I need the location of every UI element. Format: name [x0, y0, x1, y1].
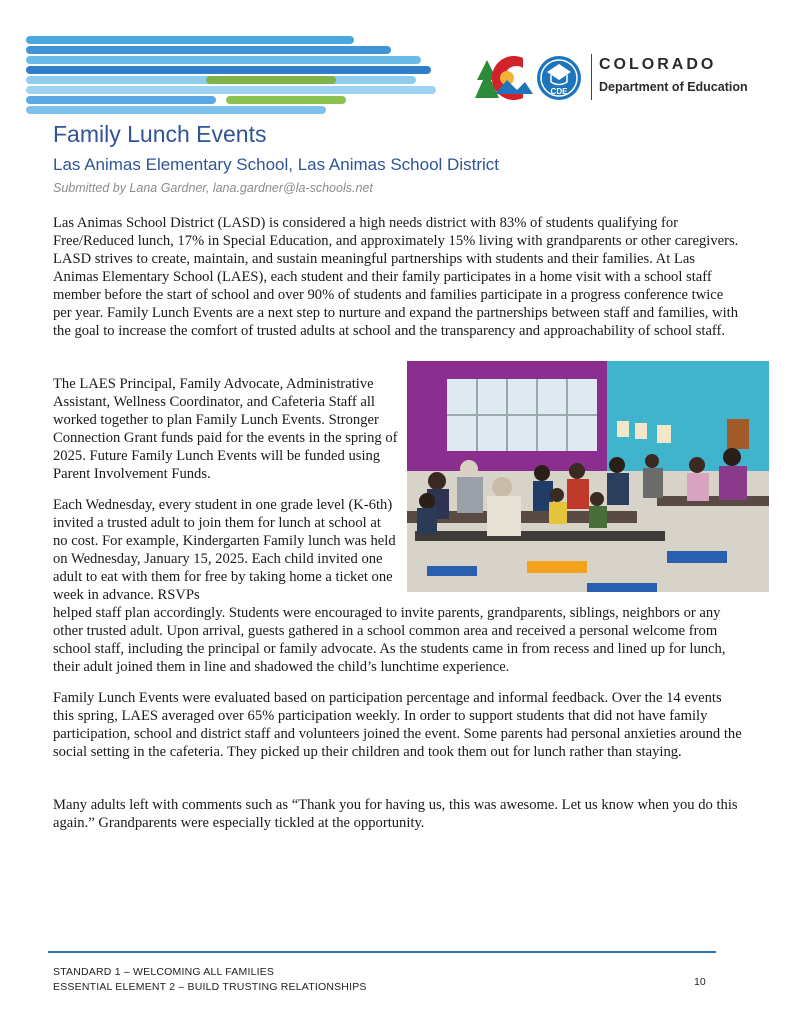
paragraph-district-overview: Las Animas School District (LASD) is considered a high needs district with 83% of students qualifying for Free/Reduced lunch, 17% in Special Education, and approximately 15% living with grandparents or other caregivers. LASD strives to create, maintain, and sustain meaningful partnerships with students and their families. At Las Animas Elementary School (LAES), each student and their family participates in a home visit with a school staff member before the start of school and over 90% of students and families participate in a progress conference twice per year. Family Lunch Events are a next step to nurture and expand the partnerships between staff and families, with the goal to increase the comfort of trusted adults at school and the transparency and approachability of school staff. [53, 215, 739, 339]
footer-divider [48, 951, 716, 953]
paragraph-feedback: Many adults left with comments such as “Thank you for having us, this was awesome. Let us know when you do this again.” Grandparents were especially tickled at the opportunity. [53, 797, 738, 831]
colorado-c-logo-icon [473, 50, 589, 106]
logo-divider [591, 54, 592, 100]
submitted-by-line: Submitted by Lana Gardner, lana.gardner@la-schools.net [53, 181, 373, 195]
logo-wordmark: COLORADO [599, 56, 717, 73]
svg-text:CDE: CDE [550, 87, 568, 96]
page-number: 10 [694, 976, 706, 988]
page-title: Family Lunch Events [53, 121, 267, 147]
page-subtitle: Las Animas Elementary School, Las Animas School District [53, 155, 499, 174]
cafeteria-scene-image [407, 361, 769, 592]
paragraph-weekly-events-continued: helped staff plan accordingly. Students were encouraged to invite parents, grandparents, siblings, neighbors or any other trusted adult. Upon arrival, guests gathered in a school common area and received a personal welcome from school staff, including the principal or family advocate. As the students came in from recess and lined up for lunch, their adult joined them in line and shadowed the child’s lunchtime experience. [53, 605, 726, 675]
paragraph-evaluation: Family Lunch Events were evaluated based on participation percentage and informal feedback. Over the 14 events this spring, LAES averaged over 65% participation weekly. In order to support students that did not have family participation, school and district staff and volunteers joined the event. Some parents had personal anxieties around the social setting in the cafeteria. They picked up their children and took them out for lunch rather than staying. [53, 690, 742, 760]
footer-essential-element: ESSENTIAL ELEMENT 2 – BUILD TRUSTING RELATIONSHIPS [53, 981, 367, 993]
footer-standard: STANDARD 1 – WELCOMING ALL FAMILIES [53, 966, 275, 978]
cafeteria-photo [407, 361, 769, 592]
cde-logo [473, 50, 773, 106]
paragraph-weekly-events: Each Wednesday, every student in one grade level (K-6th) invited a trusted adult to join them for lunch at school at no cost. For example, Kindergarten Family lunch was held on Wednesday, January 15, 2025. Each child invited one adult to eat with them for free by taking home a ticket one week in advance. RSVPs [53, 497, 396, 603]
paragraph-planning-team: The LAES Principal, Family Advocate, Administrative Assistant, Wellness Coordinator, and Cafeteria Staff all worked together to plan Family Lunch Events. Stronger Connection Grant funds paid for the events in the spring of 2025. Future Family Lunch Events will be funded using Parent Involvement Funds. [53, 376, 398, 482]
logo-department-name: Department of Education [599, 80, 748, 94]
header-decorative-bars [26, 36, 446, 120]
